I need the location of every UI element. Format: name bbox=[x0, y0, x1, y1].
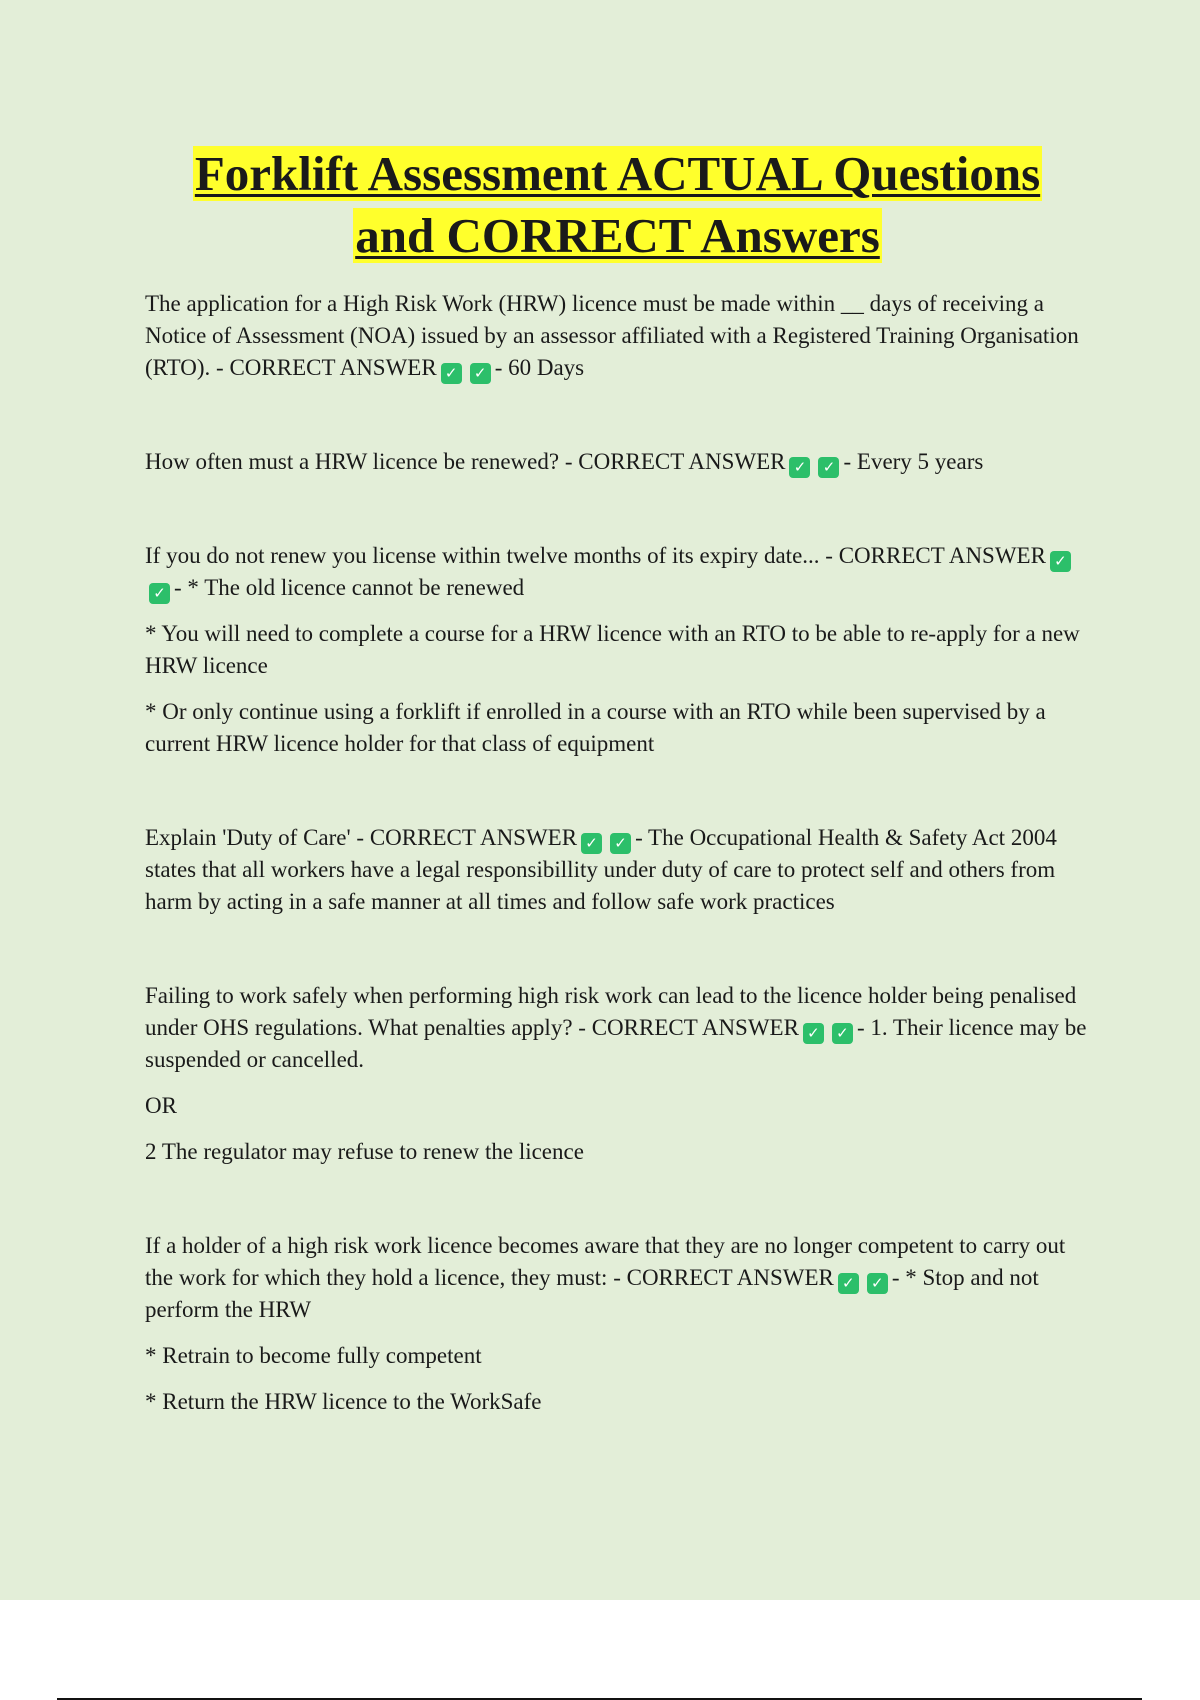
qa-question-line bbox=[145, 1230, 1090, 1326]
qa-item bbox=[145, 822, 1090, 918]
answer-tag: - CORRECT ANSWER bbox=[578, 1015, 799, 1040]
answer-tag: - CORRECT ANSWER bbox=[356, 825, 578, 850]
check-mark-icon: ✓ bbox=[832, 1023, 853, 1044]
answer-tag: - CORRECT ANSWER bbox=[613, 1265, 834, 1290]
question-text: The application for a High Risk Work (HRW) licence must be made within __ days of receiving a Notice of Assessment (NOA) issued by an assessor affiliated with a Registered Training Organisation (RTO). bbox=[145, 291, 1079, 380]
qa-question-line bbox=[145, 980, 1090, 1076]
qa-item bbox=[145, 446, 1090, 478]
spacer bbox=[145, 398, 1090, 446]
answer-tag: - CORRECT ANSWER bbox=[216, 355, 437, 380]
qa-question-line bbox=[145, 540, 1090, 604]
answer-text: - * The old licence cannot be renewed bbox=[174, 575, 525, 600]
check-mark-icon: ✓ bbox=[789, 457, 810, 478]
qa-list bbox=[145, 288, 1090, 1432]
question-text: Explain 'Duty of Care' bbox=[145, 825, 351, 850]
title-line-1: Forklift Assessment ACTUAL Questions bbox=[194, 146, 1041, 201]
answer-tag: - CORRECT ANSWER bbox=[564, 449, 786, 474]
check-mark-icon: ✓ bbox=[803, 1023, 824, 1044]
answer-text: - The Occupational Health & Safety Act 2004 states that all workers have a legal responsibillity under duty of care to protect self and others from harm by acting in a safe manner at all times and follow safe work practices bbox=[145, 825, 1057, 914]
question-text: How often must a HRW licence be renewed? bbox=[145, 449, 560, 474]
answer-text: - 60 Days bbox=[494, 355, 585, 380]
qa-item bbox=[145, 980, 1090, 1168]
check-mark-icon: ✓ bbox=[441, 363, 462, 384]
check-mark-icon: ✓ bbox=[838, 1273, 859, 1294]
answer-detail: * Or only continue using a forklift if enrolled in a course with an RTO while been supervised by a current HRW licence holder for that class of equipment bbox=[145, 699, 1046, 756]
spacer bbox=[145, 774, 1090, 822]
answer-text: - Every 5 years bbox=[843, 449, 984, 474]
answer-text: - * Stop and not perform the HRW bbox=[145, 1265, 1039, 1322]
spacer bbox=[145, 492, 1090, 540]
qa-question-line bbox=[145, 822, 1090, 918]
check-mark-icon: ✓ bbox=[867, 1273, 888, 1294]
answer-detail: OR bbox=[145, 1093, 177, 1118]
qa-question-line bbox=[145, 288, 1090, 384]
question-text: Failing to work safely when performing high risk work can lead to the licence holder being penalised under OHS regulations. What penalties apply? bbox=[145, 983, 1077, 1040]
answer-detail: * You will need to complete a course for a HRW licence with an RTO to be able to re-apply for a new HRW licence bbox=[145, 621, 1080, 678]
title-line-2: and CORRECT Answers bbox=[355, 208, 880, 263]
check-mark-icon: ✓ bbox=[470, 363, 491, 384]
answer-detail: * Retrain to become fully competent bbox=[145, 1343, 482, 1368]
spacer bbox=[145, 932, 1090, 980]
spacer bbox=[145, 1182, 1090, 1230]
check-mark-icon: ✓ bbox=[149, 583, 170, 604]
question-text: If you do not renew you license within twelve months of its expiry date... bbox=[145, 543, 820, 568]
check-mark-icon: ✓ bbox=[818, 457, 839, 478]
qa-item bbox=[145, 1230, 1090, 1418]
answer-detail: 2 The regulator may refuse to renew the licence bbox=[145, 1139, 584, 1164]
answer-text: - 1. Their licence may be suspended or cancelled. bbox=[145, 1015, 1087, 1072]
document-title bbox=[0, 143, 1200, 267]
check-mark-icon: ✓ bbox=[1050, 551, 1071, 572]
qa-item bbox=[145, 540, 1090, 760]
answer-detail: * Return the HRW licence to the WorkSafe bbox=[145, 1389, 542, 1414]
qa-question-line bbox=[145, 446, 1090, 478]
question-text: If a holder of a high risk work licence becomes aware that they are no longer competent to carry out the work for which they hold a licence, they must: bbox=[145, 1233, 1066, 1290]
check-mark-icon: ✓ bbox=[610, 833, 631, 854]
qa-item bbox=[145, 288, 1090, 384]
check-mark-icon: ✓ bbox=[581, 833, 602, 854]
answer-tag: - CORRECT ANSWER bbox=[825, 543, 1046, 568]
